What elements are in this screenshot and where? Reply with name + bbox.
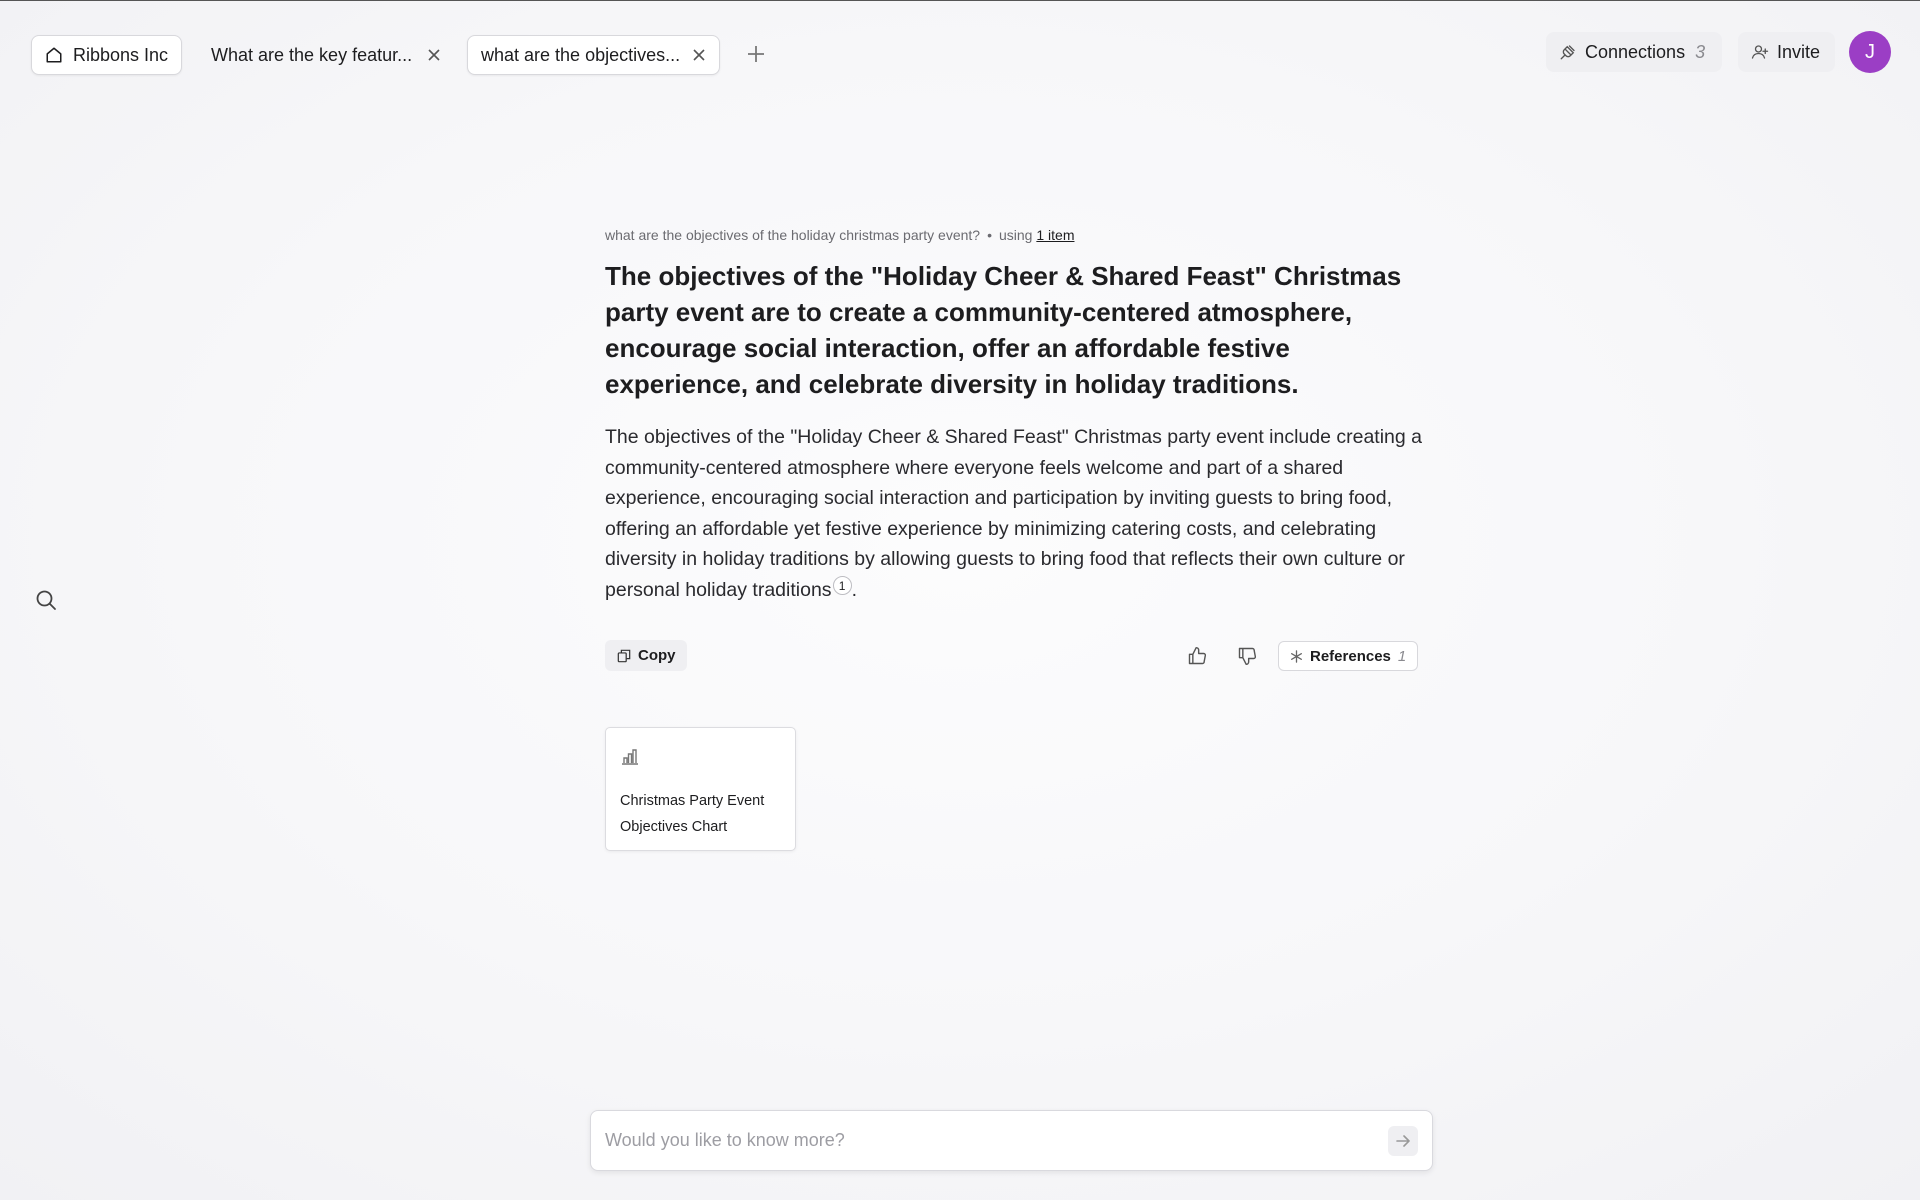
follow-up-input[interactable] (605, 1111, 1365, 1170)
invite-button[interactable] (1738, 32, 1835, 72)
home-icon (45, 46, 63, 64)
sources-link[interactable]: 1 item (1036, 227, 1075, 243)
tab-objectives[interactable] (467, 35, 720, 75)
copy-icon (617, 649, 631, 663)
top-bar (0, 1, 1920, 107)
connections-button[interactable] (1546, 32, 1722, 72)
tab-label: What are the key featur... (211, 44, 413, 65)
plus-icon[interactable] (745, 43, 767, 65)
query-text: what are the objectives of the holiday christmas party event? (605, 227, 981, 243)
references-button[interactable] (1278, 641, 1418, 671)
answer-body (605, 422, 1425, 605)
source-card-title: Christmas Party Event Objectives Chart (620, 793, 765, 835)
avatar[interactable]: J (1849, 31, 1891, 73)
answer-body-text: The objectives of the "Holiday Cheer & Shared Feast" Christmas party event include creating a community-centered atmosphere where everyone feels welcome and part of a shared experience, encouraging social interaction and participation by inviting guests to bring food, offering an affordable yet festive experience by minimizing catering costs, and celebrating diversity in holiday traditions by allowing guests to bring food that reflects their own culture or personal holiday traditions (605, 426, 1423, 601)
copy-label: Copy (638, 647, 676, 664)
tab-home-label: Ribbons Inc (73, 44, 168, 65)
follow-up-box (590, 1110, 1433, 1171)
close-icon[interactable] (692, 48, 706, 62)
thumbs-up-icon[interactable] (1187, 646, 1207, 666)
invite-label: Invite (1777, 41, 1821, 62)
thumbs-down-icon[interactable] (1237, 646, 1257, 666)
close-icon[interactable] (427, 48, 441, 62)
tab-label: what are the objectives... (481, 44, 681, 65)
asterisk-icon (1290, 650, 1303, 663)
references-label: References (1310, 647, 1391, 665)
arrow-right-icon (1395, 1133, 1411, 1149)
add-user-icon (1751, 43, 1769, 61)
using-label: using (999, 227, 1033, 243)
connections-count: 3 (1695, 41, 1706, 62)
references-count: 1 (1397, 647, 1407, 665)
connections-label: Connections (1585, 41, 1686, 62)
send-button[interactable] (1388, 1126, 1418, 1156)
separator: • (987, 227, 992, 243)
bar-chart-icon (620, 746, 640, 766)
answer-headline: The objectives of the "Holiday Cheer & Shared Feast" Christmas party event are to create a community-centered atmosphere, encourage social interaction, offer an affordable festive experience, and celebrate diversity in holiday traditions. (605, 261, 1402, 399)
plug-icon (1559, 43, 1577, 61)
tab-home[interactable] (31, 35, 182, 75)
copy-button[interactable] (605, 640, 687, 671)
tab-key-features[interactable] (211, 35, 441, 75)
query-line (605, 227, 1074, 243)
search-icon[interactable] (34, 588, 58, 612)
answer-body-end: . (851, 578, 857, 601)
citation-badge[interactable]: 1 (833, 576, 852, 595)
source-card[interactable] (605, 727, 796, 851)
